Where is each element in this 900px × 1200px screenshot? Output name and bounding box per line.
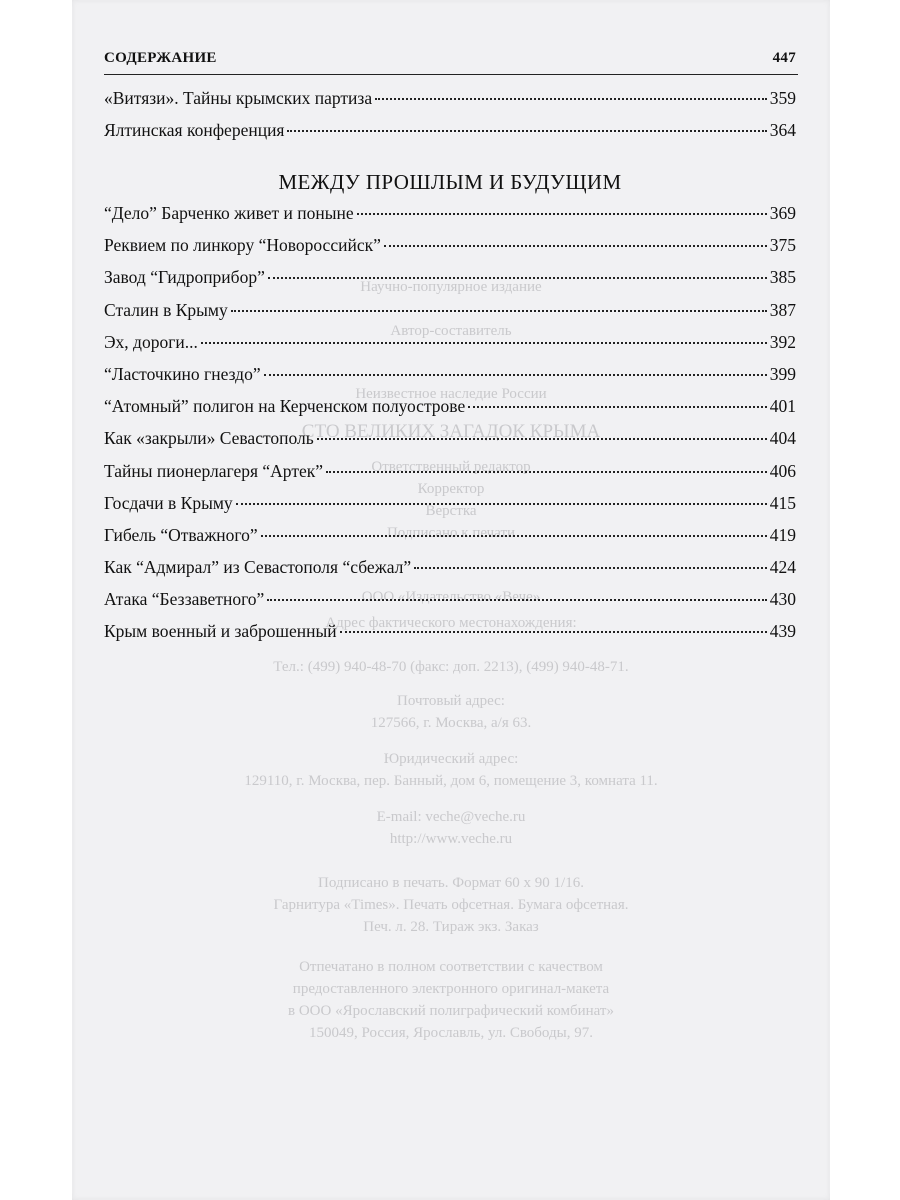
toc-entry[interactable] — [104, 589, 796, 621]
dot-leader — [384, 245, 767, 247]
entry-title: Ялтинская конференция — [104, 120, 285, 141]
entry-title: “Дело” Барченко живет и поныне — [104, 203, 354, 223]
entry-title: «Витязи». Тайны крымских партиза — [104, 88, 373, 108]
toc-list-top — [104, 88, 796, 152]
entry-title: Завод “Гидроприбор” — [104, 267, 265, 288]
toc-entry[interactable] — [104, 235, 796, 267]
ghost-line: Юридический адрес: — [383, 751, 519, 767]
ghost-line: 129110, г. Москва, пер. Банный, дом 6, помещение 3, комната 11. — [244, 773, 658, 789]
toc-entry[interactable] — [104, 557, 796, 589]
entry-page: 375 — [769, 235, 796, 256]
toc-list-section — [104, 203, 796, 654]
dot-leader — [201, 342, 767, 344]
entry-page: 392 — [769, 331, 796, 352]
entry-page: 424 — [769, 557, 796, 578]
entry-title: Атака “Беззаветного” — [104, 589, 265, 610]
ghost-line: Верстка — [425, 503, 477, 519]
ghost-line: в ООО «Ярославский полиграфический комбинат» — [288, 1003, 614, 1019]
entry-title: Тайны пионерлагеря “Артек” — [104, 460, 324, 481]
ghost-line: Почтовый адрес: — [397, 693, 505, 709]
dot-leader — [340, 631, 767, 633]
dot-leader — [261, 535, 767, 537]
ghost-line: СТО ВЕЛИКИХ ЗАГАДОК КРЫМА — [301, 421, 601, 442]
toc-entry[interactable] — [104, 428, 796, 460]
entry-page: 439 — [769, 621, 796, 642]
dot-leader — [375, 98, 767, 100]
entry-title: Как “Адмирал” из Севастополя “сбежал” — [104, 557, 412, 578]
toc-entry[interactable] — [104, 525, 796, 557]
header-title: СОДЕРЖАНИЕ — [104, 50, 217, 66]
toc-entry[interactable] — [104, 621, 796, 653]
ghost-line: Неизвестное наследие России — [355, 386, 547, 402]
header-rule — [104, 74, 798, 75]
entry-title: Реквием по линкору “Новороссийск” — [104, 235, 381, 256]
toc-entry[interactable] — [104, 461, 796, 493]
dot-leader — [264, 374, 767, 376]
entry-page: 385 — [769, 267, 796, 288]
toc-entry[interactable] — [104, 364, 796, 396]
section-title: МЕЖДУ ПРОШЛЫМ И БУДУЩИМ — [278, 170, 622, 194]
ghost-line: Корректор — [417, 481, 485, 497]
ghost-line: Научно-популярное издание — [360, 279, 542, 295]
toc-entry[interactable] — [104, 203, 796, 235]
ghost-line: Тел.: (499) 940-48-70 (факс: доп. 2213), (499) 940-48-71. — [273, 659, 629, 675]
ghost-line: E-mail: veche@veche.ru — [376, 809, 526, 825]
entry-page: 415 — [769, 492, 796, 513]
ghost-line: 127566, г. Москва, а/я 63. — [370, 715, 532, 731]
toc-entry[interactable] — [104, 120, 796, 152]
toc-entry[interactable] — [104, 396, 796, 428]
ghost-line: предоставленного электронного оригинал-макета — [292, 981, 610, 997]
dot-leader — [357, 213, 767, 215]
entry-title: Гибель “Отважного” — [104, 524, 258, 545]
ghost-line: ООО «Издательство «Вече» — [361, 589, 541, 605]
entry-page: 430 — [769, 589, 796, 610]
dot-leader — [414, 567, 767, 569]
toc-entry[interactable] — [104, 300, 796, 332]
dot-leader — [326, 471, 767, 473]
toc-entry[interactable] — [104, 88, 796, 120]
entry-page: 359 — [769, 88, 796, 108]
dot-leader — [267, 599, 766, 601]
ghost-line: Печ. л. 28. Тираж экз. Заказ — [363, 919, 539, 935]
dot-leader — [468, 406, 767, 408]
entry-page: 399 — [769, 363, 796, 384]
entry-page: 406 — [769, 460, 796, 481]
running-header — [104, 50, 796, 67]
entry-title: “Ласточкино гнездо” — [104, 363, 261, 384]
dot-leader — [231, 310, 767, 312]
ghost-line: Адрес фактического местонахождения: — [325, 615, 577, 631]
ghost-line: Автор-составитель — [390, 323, 512, 339]
ghost-line: Отпечатано в полном соответствии с качеством — [299, 959, 603, 975]
dot-leader — [317, 438, 767, 440]
entry-title: Сталин в Крыму — [104, 299, 228, 320]
entry-page: 401 — [769, 396, 796, 417]
book-page — [72, 0, 830, 1200]
dot-leader — [236, 503, 767, 505]
entry-title: Госдачи в Крыму — [104, 492, 233, 513]
entry-page: 387 — [769, 299, 796, 320]
dot-leader — [287, 130, 766, 132]
ghost-line: http://www.veche.ru — [389, 831, 513, 847]
header-page-number: 447 — [772, 50, 796, 66]
entry-title: “Атомный” полигон на Керченском полуострове — [104, 396, 466, 417]
entry-title: Крым военный и заброшенный — [104, 621, 337, 642]
toc-entry[interactable] — [104, 493, 796, 525]
toc-entry[interactable] — [104, 267, 796, 299]
entry-title: Эх, дороги... — [104, 331, 198, 352]
dot-leader — [268, 277, 767, 279]
entry-page: 419 — [769, 524, 796, 545]
entry-page: 404 — [769, 428, 796, 449]
entry-title: Как «закрыли» Севастополь — [104, 428, 314, 449]
entry-page: 364 — [769, 120, 796, 141]
toc-entry[interactable] — [104, 332, 796, 364]
entry-page: 369 — [769, 203, 796, 223]
ghost-line: Подписано к печати — [386, 525, 516, 541]
ghost-line: Ответственный редактор — [371, 459, 531, 475]
ghost-line: 150049, Россия, Ярославль, ул. Свободы, 97. — [309, 1025, 593, 1041]
ghost-line: Гарнитура «Times». Печать офсетная. Бумага офсетная. — [273, 897, 629, 913]
ghost-line: Подписано в печать. Формат 60 х 90 1/16. — [318, 875, 584, 891]
